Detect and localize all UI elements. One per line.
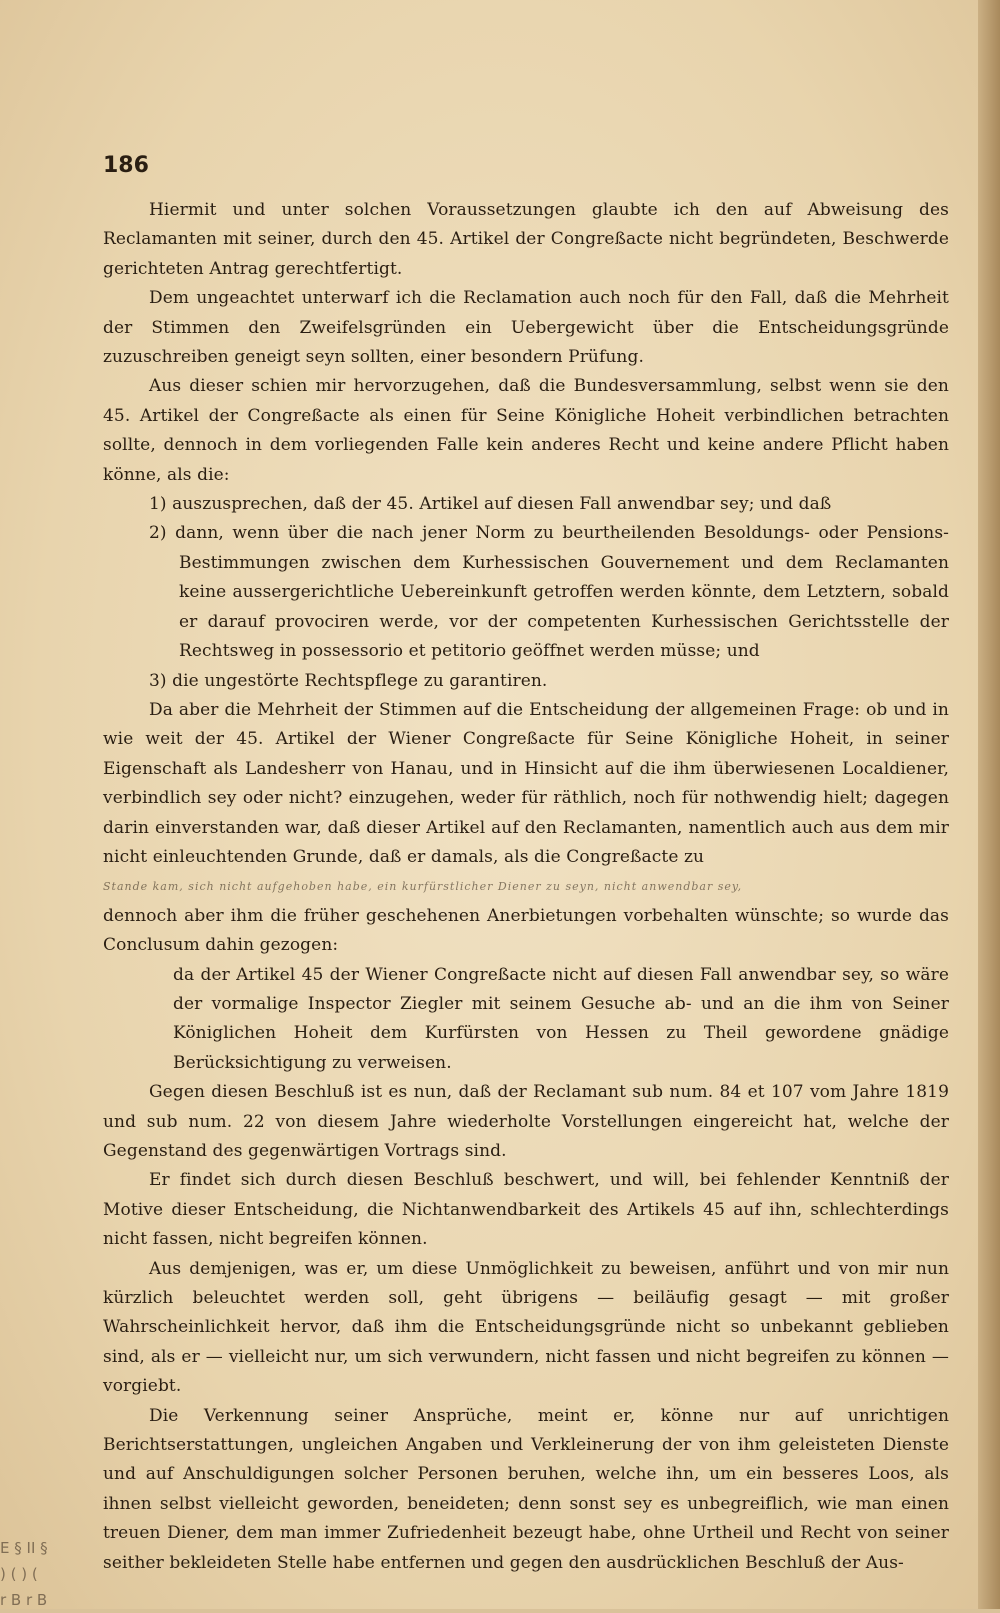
page-number: 186 [103,153,149,178]
list-item: 2) dann, wenn über die nach jener Norm zu beurtheilenden Besoldungs- oder Pensions-Bestimmungen zwischen dem Kurhessischen Gouvernement und dem Reclamanten keine aussergerichtliche Uebereinkunft getroffen werden könnte, dem Letztern, sobald er darauf provociren werde, vor der competenten Kurhessischen Gerichtsstelle der Rechtsweg in possessorio et petitorio geöffnet werden müsse; und [149,523,949,662]
faded-line: Stande kam, sich nicht aufgehoben habe, ein kurfürstlicher Diener zu seyn, nicht anwendbar sey, [103,880,743,894]
paragraph: Die Verkennung seiner Ansprüche, meint er, könne nur auf unrichtigen Berichtserstattungen, ungleichen Angaben und Verkleinerung der von ihm geleisteten Dienste und auf Anschuldigungen solcher Personen beruhen, welche ihn, um ein besseres Loos, als ihnen selbst vielleicht geworden, beneideten; denn sonst sey es unbegreiflich, wie man einen treuen Diener, dem man immer Zufriedenheit bezeugt habe, ohne Urtheil und Recht von seiner seither bekleideten Stelle habe entfernen und gegen den ausdrücklichen Beschluß der Aus- [103,1405,949,1573]
list-item: 1) auszusprechen, daß der 45. Artikel auf diesen Fall anwendbar sey; und daß [149,494,832,515]
margin-mark: E § II § [0,1539,48,1557]
conclusum-quote: da der Artikel 45 der Wiener Congreßacte nicht auf diesen Fall anwendbar sey, so wäre der vormalige Inspector Ziegler mit seinem Gesuche ab- und an die ihm von Seiner Königlichen Hoheit dem Kurfürsten von Hessen zu Theil gewordene gnädige Berücksichtigung zu verweisen. [173,964,949,1073]
paragraph: Er findet sich durch diesen Beschluß beschwert, und will, bei fehlender Kenntniß der Motive dieser Entscheidung, die Nichtanwendbarkeit des Artikels 45 auf ihn, schlechterdings nicht fassen, nicht begreifen können. [103,1170,949,1250]
margin-mark: ) ( ) ( [0,1565,38,1583]
body-text [103,196,949,1578]
margin-mark: r B r B [0,1591,48,1609]
margin-marks [0,1535,95,1613]
paragraph: dennoch aber ihm die früher geschehenen Anerbietungen vorbehalten wünschte; so wurde das Conclusum dahin gezogen: [103,905,949,956]
paragraph: Gegen diesen Beschluß ist es nun, daß der Reclamant sub num. 84 et 107 vom Jahre 1819 und sub num. 22 von diesem Jahre wiederholte Vorstellungen eingereicht hat, welche der Gegenstand des gegenwärtigen Vortrags sind. [103,1082,949,1161]
list-item: 3) die ungestörte Rechtspflege zu garantiren. [149,670,548,691]
paragraph: Da aber die Mehrheit der Stimmen auf die Entscheidung der allgemeinen Frage: ob und in wie weit der 45. Artikel der Wiener Congreßacte für Seine Königliche Hoheit, in seiner Eigenschaft als Landesherr von Hanau, und in Hinsicht auf die ihm überwiesenen Localdiener, verbindlich sey oder nicht? einzugehen, weder für räthlich, noch für nothwendig hielt; dagegen darin einverstanden war, daß dieser Artikel auf den Reclamanten, namentlich auch aus dem mir nicht einleuchtenden Grunde, daß er damals, als die Congreßacte zu [103,699,949,867]
page-edge-shadow [978,0,1000,1609]
paragraph: Dem ungeachtet unterwarf ich die Reclamation auch noch für den Fall, daß die Mehrheit der Stimmen den Zweifelsgründen ein Uebergewicht über die Entscheidungsgründe zuzuschreiben geneigt seyn sollten, einer besondern Prüfung. [103,288,949,368]
paragraph: Aus demjenigen, was er, um diese Unmöglichkeit zu beweisen, anführt und von mir nun kürzlich beleuchtet werden soll, geht übrigens — beiläufig gesagt — mit großer Wahrscheinlichkeit hervor, daß ihm die Entscheidungsgründe nicht so unbekannt geblieben sind, als er — vielleicht nur, um sich verwundern, nicht fassen und nicht begreifen zu können — vorgiebt. [103,1258,949,1397]
paragraph: Aus dieser schien mir hervorzugehen, daß die Bundesversammlung, selbst wenn sie den 45. Artikel der Congreßacte als einen für Seine Königliche Hoheit verbindlichen betrachten sollte, dennoch in dem vorliegenden Falle kein anderes Recht und keine andere Pflicht haben könne, als die: [103,376,949,485]
paragraph: Hiermit und unter solchen Voraussetzungen glaubte ich den auf Abweisung des Reclamanten mit seiner, durch den 45. Artikel der Congreßacte nicht begründeten, Beschwerde gerichteten Antrag gerechtfertigt. [103,200,949,279]
